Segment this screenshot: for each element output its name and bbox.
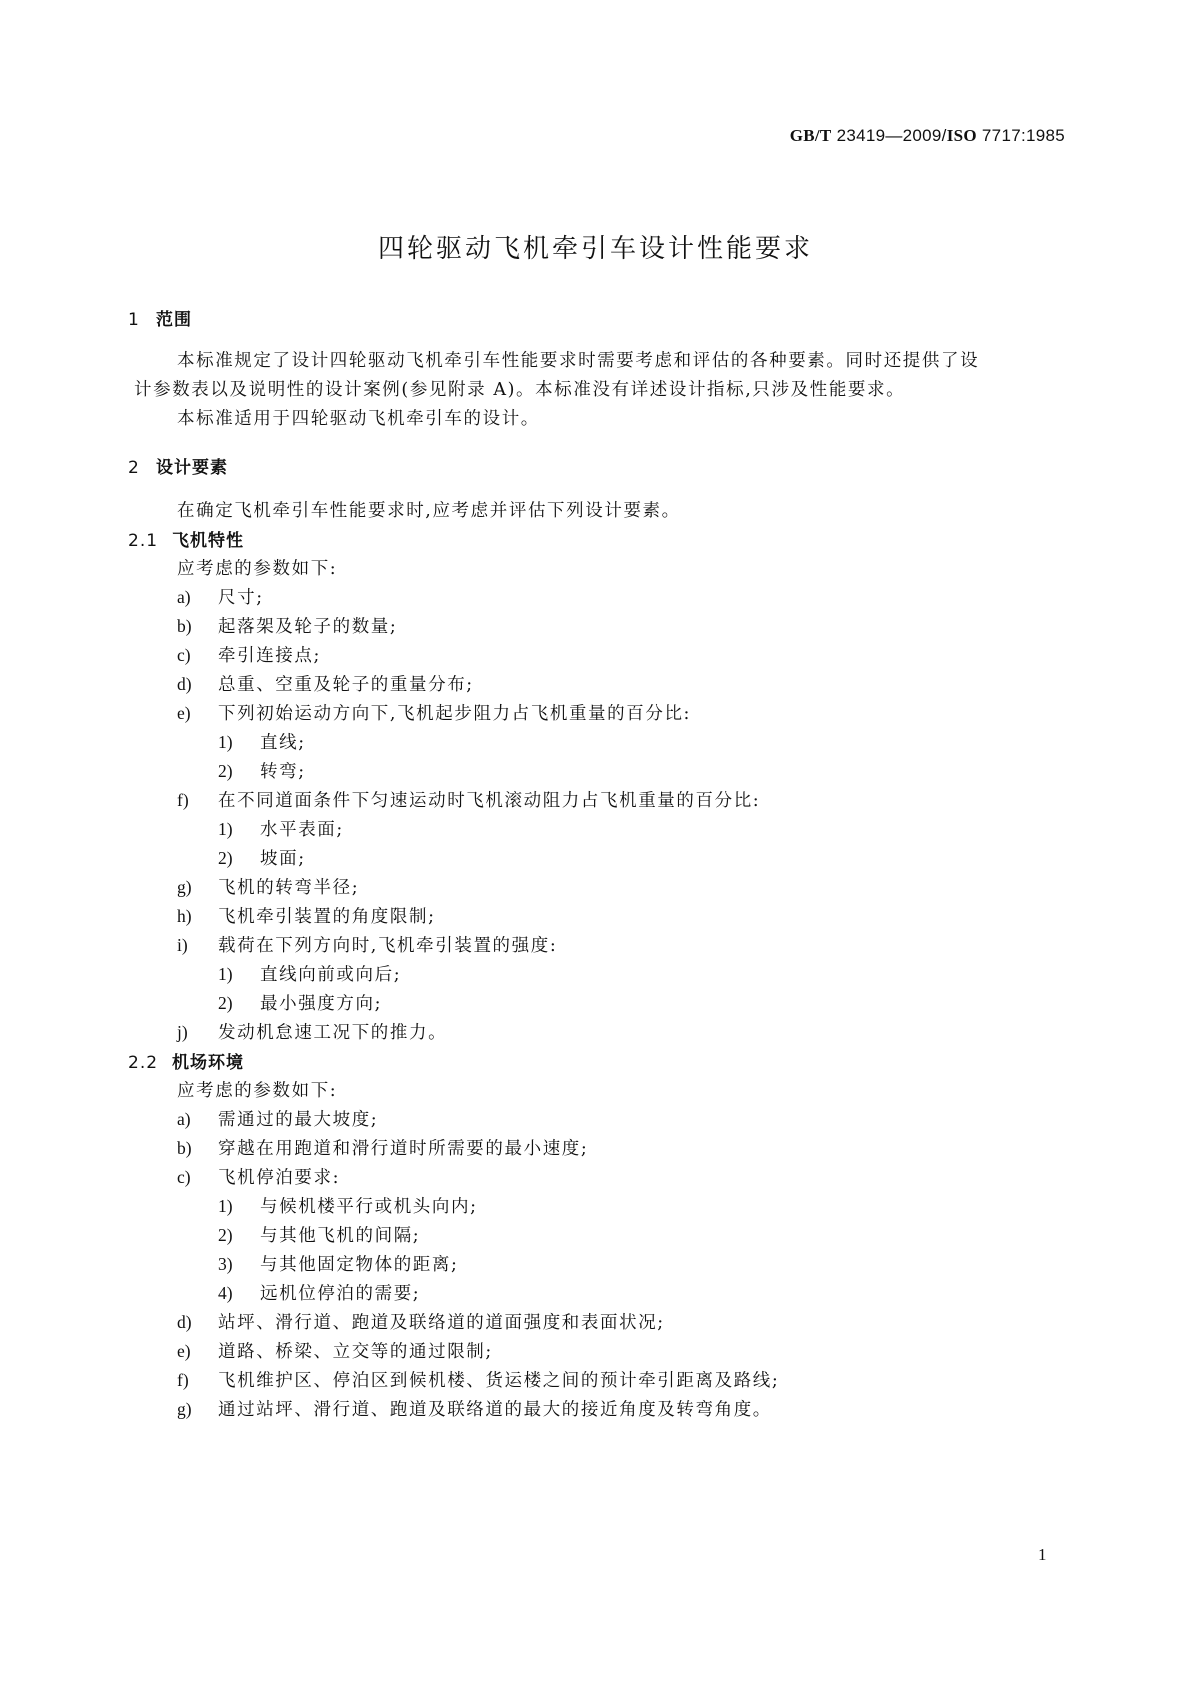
- list-item: [177, 1367, 779, 1392]
- list-marker: 1): [218, 964, 233, 984]
- section-number: 2.1: [128, 531, 159, 551]
- list-item: [177, 903, 436, 928]
- list-marker: a): [177, 587, 191, 607]
- list-item-text: 通过站坪、滑行道、跑道及联络道的最大的接近角度及转弯角度。: [218, 1400, 772, 1420]
- section-2-2-heading: [128, 1048, 244, 1073]
- list-marker: b): [177, 616, 192, 636]
- list-item: [177, 1019, 447, 1044]
- list-marker: 2): [218, 761, 233, 781]
- list-item-text: 远机位停泊的需要;: [260, 1284, 421, 1304]
- list-item: [177, 613, 397, 638]
- section-title: 机场环境: [172, 1053, 244, 1073]
- list-marker: c): [177, 645, 191, 665]
- list-item: [177, 1164, 340, 1189]
- list-item: [177, 584, 264, 609]
- list-marker: d): [177, 674, 192, 694]
- list-item-text: 起落架及轮子的数量;: [218, 617, 398, 637]
- list-marker: 3): [218, 1254, 233, 1274]
- sub-list-item: [218, 758, 306, 783]
- list-item-text: 总重、空重及轮子的重量分布;: [218, 675, 474, 695]
- list-marker: e): [177, 1341, 191, 1361]
- list-item-text: 与其他固定物体的距离;: [260, 1255, 459, 1275]
- list-marker: j): [177, 1022, 188, 1042]
- section-number: 2.2: [128, 1053, 159, 1073]
- list-item-text: 飞机维护区、停泊区到候机楼、货运楼之间的预计牵引距离及路线;: [218, 1371, 780, 1391]
- section-title: 飞机特性: [172, 531, 244, 551]
- list-item-text: 道路、桥梁、立交等的通过限制;: [218, 1342, 493, 1362]
- list-item-text: 飞机的转弯半径;: [218, 878, 360, 898]
- section-title: 设计要素: [156, 458, 228, 478]
- iso-prefix: ISO: [946, 126, 977, 145]
- sub-list-item: [218, 1222, 420, 1247]
- sub-list-item: [218, 961, 401, 986]
- list-item: [177, 1135, 588, 1160]
- list-item: [177, 1338, 493, 1363]
- list-item-text: 飞机牵引装置的角度限制;: [218, 907, 436, 927]
- list-item: [177, 932, 557, 957]
- list-item: [177, 700, 691, 725]
- section-number: 1: [128, 310, 140, 330]
- section-title: 范围: [156, 310, 192, 330]
- sub-list-item: [218, 990, 382, 1015]
- std-number: 23419—2009/: [831, 126, 947, 145]
- list-item-text: 发动机怠速工况下的推力。: [218, 1023, 448, 1043]
- list-marker: c): [177, 1167, 191, 1187]
- list-marker: 2): [218, 1225, 233, 1245]
- list-marker: d): [177, 1312, 192, 1332]
- sub-list-item: [218, 729, 306, 754]
- list-marker: 1): [218, 1196, 233, 1216]
- list-marker: e): [177, 703, 191, 723]
- paragraph: 在确定飞机牵引车性能要求时,应考虑并评估下列设计要素。: [177, 501, 681, 521]
- list-item-text: 转弯;: [260, 762, 306, 782]
- list-item-text: 水平表面;: [260, 820, 344, 840]
- list-marker: h): [177, 906, 192, 926]
- list-marker: g): [177, 1399, 192, 1419]
- list-item: [177, 1309, 665, 1334]
- sub-list-item: [218, 1251, 459, 1276]
- list-marker: 2): [218, 993, 233, 1013]
- list-marker: g): [177, 877, 192, 897]
- list-item-text: 与候机楼平行或机头向内;: [260, 1197, 478, 1217]
- document-title: 四轮驱动飞机牵引车设计性能要求: [377, 234, 813, 264]
- list-item-text: 站坪、滑行道、跑道及联络道的道面强度和表面状况;: [218, 1313, 665, 1333]
- sub-list-item: [218, 816, 344, 841]
- list-item: [177, 787, 760, 812]
- list-item-text: 需通过的最大坡度;: [218, 1110, 379, 1130]
- list-item-text: 下列初始运动方向下,飞机起步阻力占飞机重量的百分比:: [218, 704, 692, 724]
- list-marker: 1): [218, 732, 233, 752]
- list-item-text: 在不同道面条件下匀速运动时飞机滚动阻力占飞机重量的百分比:: [218, 791, 761, 811]
- list-item-text: 尺寸;: [218, 588, 264, 608]
- list-item: [177, 1106, 378, 1131]
- paragraph: 应考虑的参数如下:: [177, 1081, 338, 1101]
- list-item-text: 牵引连接点;: [218, 646, 321, 666]
- list-item-text: 飞机停泊要求:: [218, 1168, 341, 1188]
- list-marker: i): [177, 935, 188, 955]
- sub-list-item: [218, 845, 306, 870]
- list-item: [177, 642, 321, 667]
- list-marker: b): [177, 1138, 192, 1158]
- list-marker: a): [177, 1109, 191, 1129]
- list-item-text: 载荷在下列方向时,飞机牵引装置的强度:: [218, 936, 558, 956]
- section-number: 2: [128, 458, 140, 478]
- list-item-text: 与其他飞机的间隔;: [260, 1226, 421, 1246]
- section-1-heading: [128, 305, 192, 330]
- paragraph: 本标准适用于四轮驱动飞机牵引车的设计。: [177, 409, 540, 429]
- list-item-text: 最小强度方向;: [260, 994, 383, 1014]
- paragraph: 应考虑的参数如下:: [177, 559, 338, 579]
- list-marker: f): [177, 790, 189, 810]
- iso-number: 7717:1985: [976, 126, 1065, 145]
- list-marker: f): [177, 1370, 189, 1390]
- paragraph: 本标准规定了设计四轮驱动飞机牵引车性能要求时需要考虑和评估的各种要素。同时还提供了设: [177, 351, 980, 371]
- list-item: [177, 874, 359, 899]
- list-marker: 2): [218, 848, 233, 868]
- standard-code: [790, 126, 1065, 146]
- page-number: 1: [1038, 1545, 1047, 1564]
- list-marker: 4): [218, 1283, 233, 1303]
- list-item-text: 直线向前或向后;: [260, 965, 402, 985]
- std-prefix: GB/T: [789, 126, 832, 145]
- sub-list-item: [218, 1193, 478, 1218]
- section-2-heading: [128, 453, 228, 478]
- list-item: [177, 1396, 772, 1421]
- sub-list-item: [218, 1280, 420, 1305]
- list-item-text: 坡面;: [260, 849, 306, 869]
- section-2-1-heading: [128, 526, 244, 551]
- list-item: [177, 671, 474, 696]
- list-marker: 1): [218, 819, 233, 839]
- paragraph: 计参数表以及说明性的设计案例(参见附录 A)。本标准没有详述设计指标,只涉及性能要求。: [134, 380, 906, 400]
- list-item-text: 直线;: [260, 733, 306, 753]
- list-item-text: 穿越在用跑道和滑行道时所需要的最小速度;: [218, 1139, 589, 1159]
